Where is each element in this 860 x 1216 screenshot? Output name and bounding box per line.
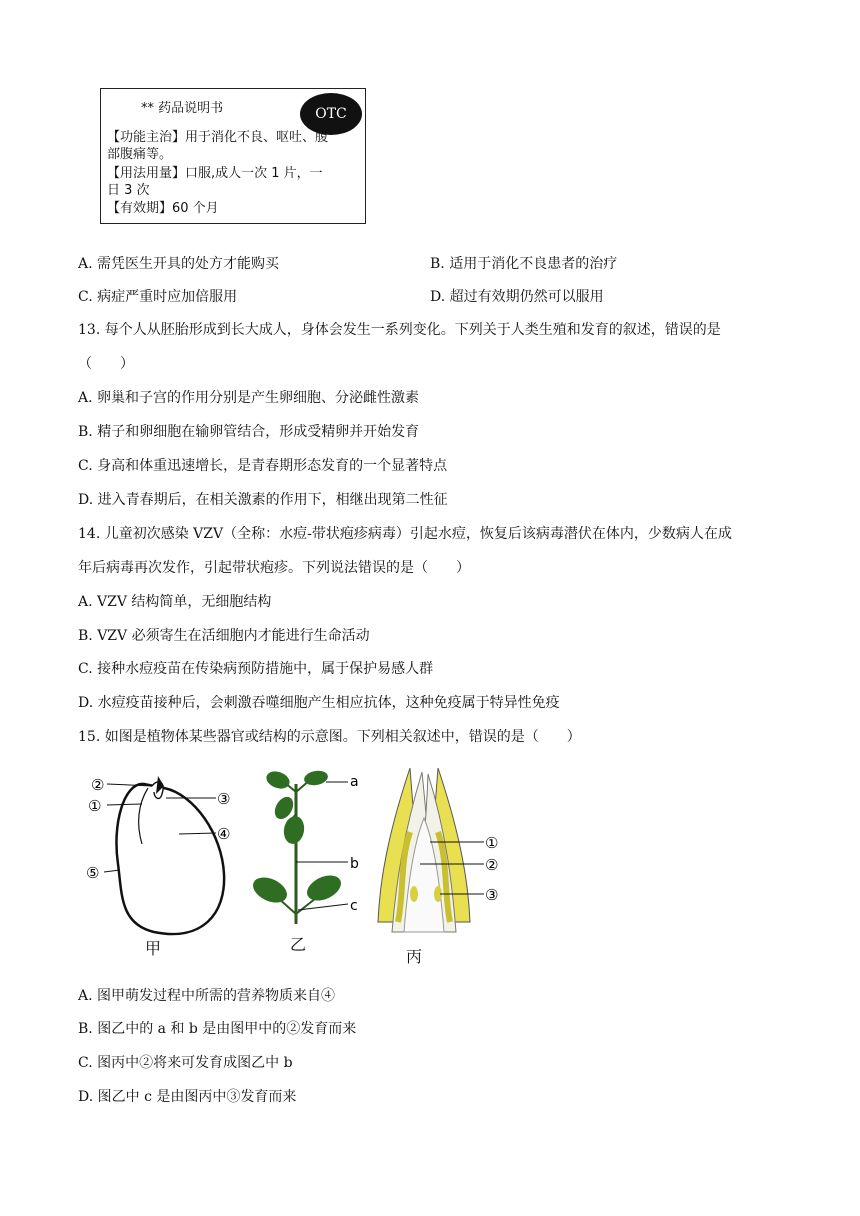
- medicine-label-line: 部腹痛等。: [107, 147, 173, 162]
- medicine-label-line: 【有效期】60 个月: [107, 201, 219, 216]
- medicine-label-line: 【用法用量】口服,成人一次 1 片，一: [107, 166, 323, 181]
- seed-label: ⑤: [86, 864, 100, 882]
- figure-caption-jia: 甲: [145, 939, 162, 958]
- q15-stem: 15. 如图是植物体某些器官或结构的示意图。下列相关叙述中，错误的是（ ）: [78, 729, 581, 745]
- q15-option-b: B. 图乙中的 a 和 b 是由图甲中的②发育而来: [78, 1021, 357, 1037]
- medicine-label-line: 【功能主治】用于消化不良、呕吐、腹: [107, 130, 329, 145]
- otc-badge: OTC: [300, 93, 362, 135]
- q14-option-a: A. VZV 结构简单，无细胞结构: [78, 594, 272, 610]
- q12-option-d: D. 超过有效期仍然可以服用: [430, 289, 604, 305]
- q12-option-b: B. 适用于消化不良患者的治疗: [430, 256, 618, 272]
- q13-option-a: A. 卵巢和子宫的作用分别是产生卵细胞、分泌雌性激素: [78, 390, 420, 406]
- seed-label: ④: [217, 825, 231, 843]
- figure-caption-bing: 丙: [406, 947, 423, 966]
- bud-label: ①: [485, 834, 499, 852]
- bud-label: ②: [485, 856, 499, 874]
- seedling-label: a: [350, 774, 359, 790]
- q12-option-c: C. 病症严重时应加倍服用: [78, 289, 238, 305]
- q13-option-d: D. 进入青春期后，在相关激素的作用下，相继出现第二性征: [78, 492, 448, 508]
- medicine-label-title: ** 药品说明书: [141, 101, 224, 116]
- q14-option-c: C. 接种水痘疫苗在传染病预防措施中，属于保护易感人群: [78, 661, 434, 677]
- bud-diagram: [370, 762, 515, 942]
- q12-option-a: A. 需凭医生开具的处方才能购买: [78, 256, 280, 272]
- seed-diagram: [84, 764, 244, 964]
- seed-label: ②: [91, 776, 105, 794]
- medicine-label-line: 日 3 次: [107, 183, 150, 198]
- q13-option-b: B. 精子和卵细胞在输卵管结合，形成受精卵并开始发育: [78, 424, 420, 440]
- q14-stem: 14. 儿童初次感染 VZV（全称：水痘-带状疱疹病毒）引起水痘，恢复后该病毒潜伏在体内，少数病人在成: [78, 526, 732, 542]
- q14-option-d: D. 水痘疫苗接种后，会刺激吞噬细胞产生相应抗体，这种免疫属于特异性免疫: [78, 695, 560, 711]
- seed-label: ③: [217, 790, 231, 808]
- q14-stem-cont: 年后病毒再次发作，引起带状疱疹。下列说法错误的是（ ）: [78, 560, 470, 576]
- q15-option-a: A. 图甲萌发过程中所需的营养物质来自④: [78, 988, 336, 1004]
- figure-caption-yi: 乙: [290, 935, 307, 954]
- q14-option-b: B. VZV 必须寄生在活细胞内才能进行生命活动: [78, 628, 370, 644]
- seed-label: ①: [88, 797, 102, 815]
- q13-stem-blank: （ ）: [78, 356, 134, 372]
- seedling-label: b: [350, 856, 359, 872]
- seedling-diagram: [248, 764, 368, 934]
- q13-stem: 13. 每个人从胚胎形成到长大成人，身体会发生一系列变化。下列关于人类生殖和发育的叙述，错误的是: [78, 322, 721, 338]
- q15-option-c: C. 图丙中②将来可发育成图乙中 b: [78, 1055, 293, 1071]
- q13-option-c: C. 身高和体重迅速增长，是青春期形态发育的一个显著特点: [78, 458, 448, 474]
- seedling-label: c: [350, 898, 358, 914]
- medicine-label: [100, 88, 366, 224]
- bud-label: ③: [485, 886, 499, 904]
- q15-option-d: D. 图乙中 c 是由图丙中③发育而来: [78, 1089, 297, 1105]
